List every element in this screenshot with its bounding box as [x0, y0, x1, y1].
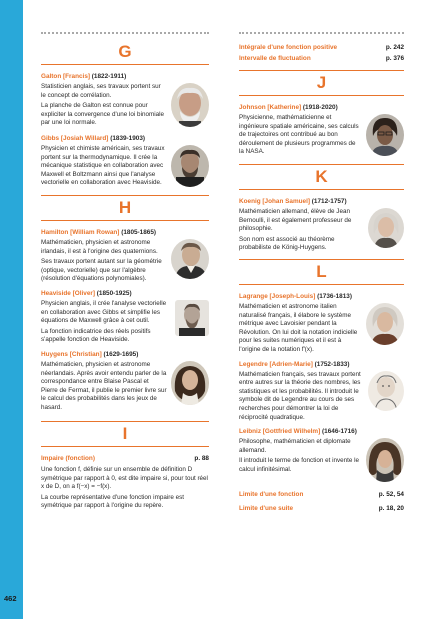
koenig-portrait — [368, 208, 404, 248]
legendre-portrait — [368, 371, 404, 411]
galton-portrait — [171, 83, 209, 127]
section-rule — [41, 64, 209, 65]
entry-name: Galton [Francis] (1822-1911) — [41, 73, 127, 80]
section-rule — [239, 95, 404, 96]
section-g — [41, 43, 209, 189]
section-letter-h: H — [118, 198, 132, 217]
entry-text: Mathématicien, physicien et astronome néerlandais. Après avoir entendu parler de la correspondance entre Blaise Pascal et Pierre de Fermat, il publie le premier livre sur le calcul des probabilités dans les jeux de hasard. — [41, 360, 167, 411]
glossary-term: Limite d'une fonction — [239, 491, 304, 499]
glossary-term: Impaire (fonction) — [41, 454, 95, 462]
johnson-portrait — [366, 114, 404, 156]
entry-name: Lagrange [Joseph-Louis] (1736-1813) — [239, 292, 352, 300]
entry-name: Leibniz [Gottfried Wilhelm] (1646-1716) — [239, 428, 357, 436]
entry-text: Mathématicien allemand, élève de Jean Bernoulli, il est également professeur de philosophie. — [239, 208, 352, 233]
section-rule — [239, 259, 404, 260]
gibbs-portrait — [171, 145, 209, 187]
section-rule — [41, 446, 209, 447]
entry-name: Heaviside [Oliver] (1850-1925) — [41, 289, 132, 297]
page-number: 462 — [4, 594, 17, 603]
entry-integrale — [239, 43, 404, 54]
section-letter-i: I — [122, 423, 128, 443]
entry-text: Physicienne, mathématicienne et ingénieure spatiale américaine, ses calculs de trajectoires ont contribué au bon déroulement de plusieurs programmes de la NASA. — [239, 114, 359, 156]
section-rule — [41, 421, 209, 422]
huygens-portrait — [171, 361, 209, 405]
section-l — [239, 259, 404, 514]
section-rule — [41, 220, 209, 221]
entry-text: Philosophe, mathématicien et diplomate allemand. — [239, 438, 351, 454]
section-letter-g: G — [118, 42, 132, 61]
entry-huygens — [41, 350, 209, 413]
entry-johnson — [239, 103, 404, 158]
lagrange-portrait — [366, 303, 404, 345]
entry-text: La fonction indicatrice des réels positifs s'appelle fonction de Heaviside. — [41, 327, 151, 344]
entry-galton — [41, 72, 209, 129]
dotted-separator — [41, 32, 209, 34]
section-rule — [239, 70, 404, 71]
entry-text: Mathématicien et astronome italien naturalisé français, il élabore le système métrique avec Lavoisier pendant la Révolution. On lui doit la notation indicielle pour les suites numériques et il est à l'origine de la notation f′(x). — [239, 302, 358, 353]
entry-name: Koenig [Johan Samuel] (1712-1757) — [239, 198, 347, 205]
section-letter-j: J — [316, 73, 327, 92]
glossary-term: Intervalle de fluctuation — [239, 54, 311, 62]
entry-intervalle — [239, 54, 404, 65]
entry-text: Mathématicien français, ses travaux portent entre autres sur la théorie des nombres, les statistiques et les probabilités. Il introduit le symbole dit de Legendre au cours de ses recherches pour démontrer la loi de réciprocité quadratique. — [239, 370, 361, 421]
page-reference: p. 18, 20 — [378, 504, 404, 512]
right-column — [239, 32, 404, 514]
entry-hamilton — [41, 228, 209, 284]
entry-text: La courbe représentative d'une fonction impaire est symétrique par rapport à l'origine du repère. — [41, 493, 184, 510]
left-column — [41, 32, 209, 511]
glossary-term: Limite d'une suite — [239, 504, 294, 512]
entry-text: La planche de Galton est connue pour expliciter la convergence d'une loi binomiale par une loi normale. — [41, 102, 165, 127]
entry-text: Physicien anglais, il crée l'analyse vectorielle en collaboration avec Gibbs et simplifie les équations de Maxwell grâce à cet outil. — [41, 299, 167, 325]
entry-koenig — [239, 197, 404, 253]
entry-text: Son nom est associé au théorème probabiliste de König-Huygens. — [239, 235, 335, 252]
entry-name: Johnson [Katherine] (1918-2020) — [239, 104, 338, 111]
entry-impaire — [41, 454, 209, 465]
entry-name: Huygens [Christian] (1629-1695) — [41, 350, 139, 358]
entry-leibniz — [239, 427, 404, 484]
page-reference: p. 376 — [385, 54, 404, 62]
entry-limite-suite — [239, 504, 404, 515]
section-h — [41, 195, 209, 413]
entry-lagrange — [239, 292, 404, 355]
entry-legendre — [239, 360, 404, 423]
page-reference: p. 88 — [194, 454, 209, 462]
entry-text: Physicien et chimiste américain, ses travaux portent sur la thermodynamique. Il crée la mécanique statistique en collaboration avec Maxwell et Boltzmann ainsi que l'analyse vectorielle en collaboration avec Heaviside. — [41, 145, 165, 187]
page-edge-band — [0, 0, 23, 619]
entry-heaviside — [41, 289, 209, 345]
section-k — [239, 164, 404, 253]
entry-limite-fonction — [239, 490, 404, 501]
section-j — [239, 70, 404, 158]
section-i — [41, 421, 209, 511]
page-reference: p. 52, 54 — [378, 491, 404, 499]
entry-text: Mathématicien, physicien et astronome irlandais, il est à l'origine des quaternions. — [41, 239, 158, 255]
glossary-term: Intégrale d'une fonction positive — [239, 44, 338, 51]
entry-text: Il introduit le terme de fonction et invente le calcul infinitésimal. — [239, 457, 360, 473]
hamilton-portrait — [171, 239, 209, 279]
heaviside-portrait — [175, 300, 209, 336]
section-letter-l: L — [316, 261, 327, 281]
entry-text: Une fonction f, définie sur un ensemble de définition D symétrique par rapport à 0, est dite impaire si, pour tout réel x de D, on a f(−x) = −f(x). — [41, 466, 208, 491]
section-rule — [41, 195, 209, 196]
entry-name: Hamilton [William Rowan] (1805-1865) — [41, 229, 157, 236]
entry-name: Gibbs [Josiah Willard] (1839-1903) — [41, 135, 146, 142]
entry-text: Ses travaux portent autant sur la géométrie (optique, vectorielle) que sur l'algèbre (résolution d'équations polynomiales). — [41, 258, 162, 283]
section-rule — [239, 284, 404, 285]
section-rule — [239, 164, 404, 165]
entry-name: Legendre [Adrien-Marie] (1752-1833) — [239, 360, 350, 368]
section-rule — [239, 189, 404, 190]
page-reference: p. 242 — [385, 44, 404, 51]
entry-gibbs — [41, 134, 209, 189]
section-letter-k: K — [315, 167, 328, 186]
entry-text: Statisticien anglais, ses travaux portent sur le concept de corrélation. — [41, 83, 161, 99]
dotted-separator — [239, 32, 404, 34]
leibniz-portrait — [366, 438, 404, 482]
